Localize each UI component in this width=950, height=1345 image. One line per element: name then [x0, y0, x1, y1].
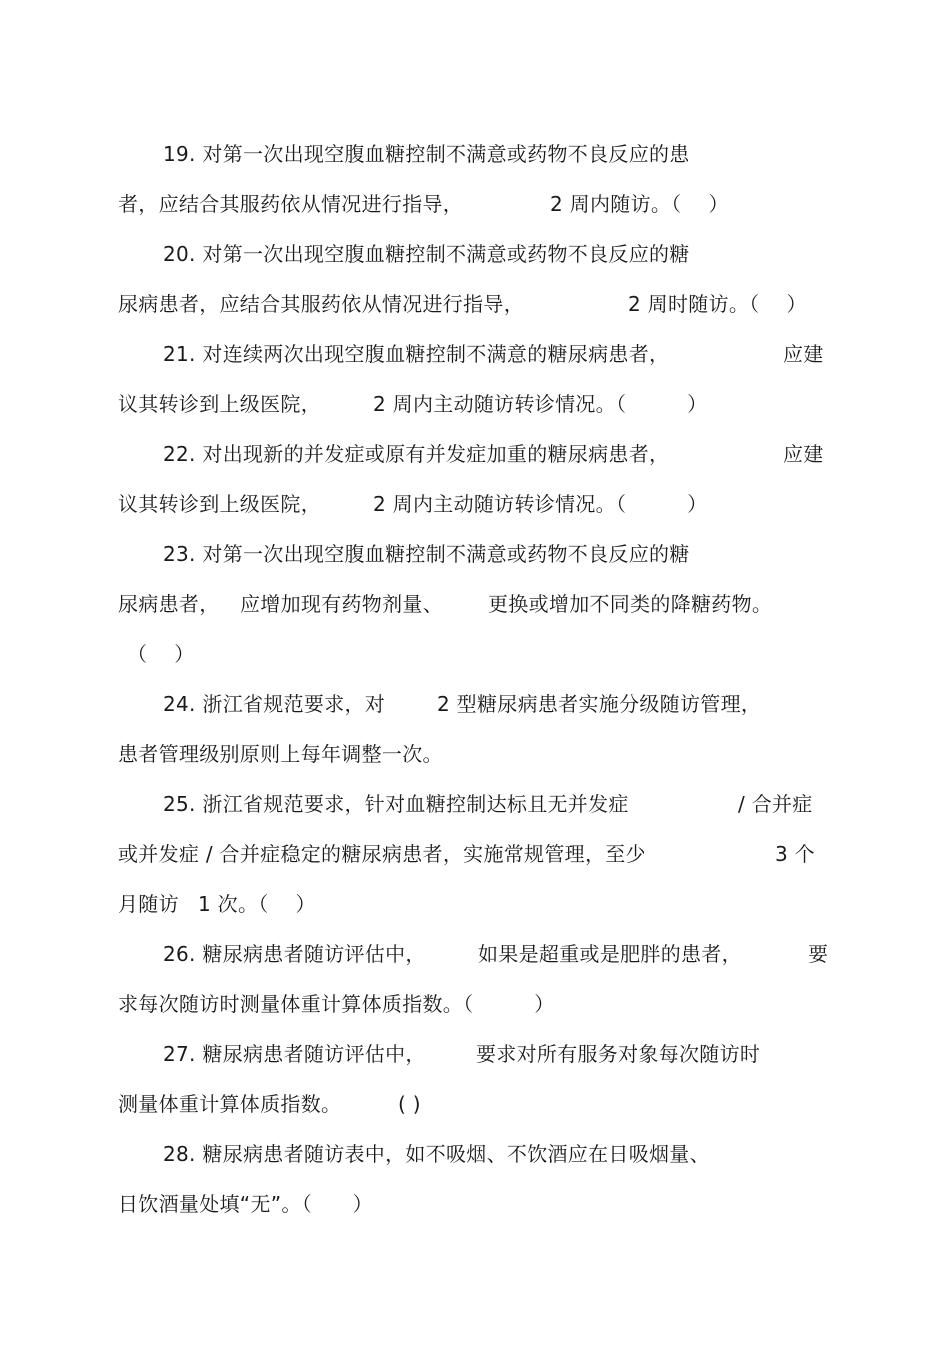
question-25-line-1: 25. 浙江省规范要求，针对血糖控制达标且无并发症: [163, 792, 629, 816]
question-26-line-2: 求每次随访时测量体重计算体质指数。（ ）: [118, 992, 555, 1016]
question-number: 25.: [163, 792, 196, 816]
question-number: 22.: [163, 442, 196, 466]
question-26-line-1b: 如果是超重或是肥胖的患者，: [478, 942, 742, 966]
question-22-line-2b: 2 周内主动随访转诊情况。（ ）: [373, 492, 708, 516]
question-19-line-2b: 2 周内随访。（ ）: [550, 192, 729, 216]
question-23-line-2b: 应增加现有药物剂量、: [240, 592, 443, 616]
question-24-line-2: 患者管理级别原则上每年调整一次。: [118, 742, 443, 766]
question-25-line-1b: / 合并症: [738, 792, 813, 816]
question-number: 20.: [163, 242, 196, 266]
question-19-line-2: 者，应结合其服药依从情况进行指导，: [118, 192, 464, 216]
question-27-line-1b: 要求对所有服务对象每次随访时: [476, 1042, 761, 1066]
question-21-line-2b: 2 周内主动随访转诊情况。（ ）: [373, 392, 708, 416]
question-23-line-3: （ ）: [127, 642, 195, 666]
question-25-line-3: 月随访: [118, 892, 179, 916]
question-25-line-3b: 1 次。（ ）: [198, 892, 316, 916]
question-21-line-1b: 应建: [783, 342, 824, 366]
question-24-line-1b: 2 型糖尿病患者实施分级随访管理，: [437, 692, 762, 716]
question-24-line-1: 24. 浙江省规范要求，对: [163, 692, 386, 716]
question-26-line-1c: 要: [808, 942, 829, 966]
question-21-line-1: 21. 对连续两次出现空腹血糖控制不满意的糖尿病患者，: [163, 342, 670, 366]
question-28-line-1: 28. 糖尿病患者随访表中，如不吸烟、不饮酒应在日吸烟量、: [163, 1142, 710, 1166]
question-23-line-2: 尿病患者，: [118, 592, 220, 616]
question-25-line-2b: 3 个: [775, 842, 815, 866]
question-number: 26.: [163, 942, 196, 966]
question-22-line-1b: 应建: [783, 442, 824, 466]
question-19-line-1: 19. 对第一次出现空腹血糖控制不满意或药物不良反应的患: [163, 142, 690, 166]
question-27-line-1: 27. 糖尿病患者随访评估中，: [163, 1042, 426, 1066]
question-20-line-1: 20. 对第一次出现空腹血糖控制不满意或药物不良反应的糖: [163, 242, 690, 266]
question-26-line-1: 26. 糖尿病患者随访评估中，: [163, 942, 426, 966]
question-22-line-2: 议其转诊到上级医院，: [118, 492, 321, 516]
question-20-line-2b: 2 周时随访。（ ）: [628, 292, 807, 316]
question-27-line-2: 测量体重计算体质指数。: [118, 1092, 342, 1116]
question-22-line-1: 22. 对出现新的并发症或原有并发症加重的糖尿病患者，: [163, 442, 670, 466]
question-23-line-1: 23. 对第一次出现空腹血糖控制不满意或药物不良反应的糖: [163, 542, 690, 566]
question-number: 28.: [163, 1142, 196, 1166]
question-21-line-2: 议其转诊到上级医院，: [118, 392, 321, 416]
question-25-line-2: 或并发症 / 合并症稳定的糖尿病患者，实施常规管理，至少: [118, 842, 646, 866]
question-number: 27.: [163, 1042, 196, 1066]
question-27-line-2b: ( ): [398, 1092, 421, 1116]
question-number: 21.: [163, 342, 196, 366]
question-20-line-2: 尿病患者，应结合其服药依从情况进行指导，: [118, 292, 524, 316]
question-23-line-2c: 更换或增加不同类的降糖药物。: [488, 592, 773, 616]
question-number: 19.: [163, 142, 196, 166]
question-number: 24.: [163, 692, 196, 716]
question-28-line-2: 日饮酒量处填“无”。（ ）: [118, 1192, 373, 1216]
question-number: 23.: [163, 542, 196, 566]
